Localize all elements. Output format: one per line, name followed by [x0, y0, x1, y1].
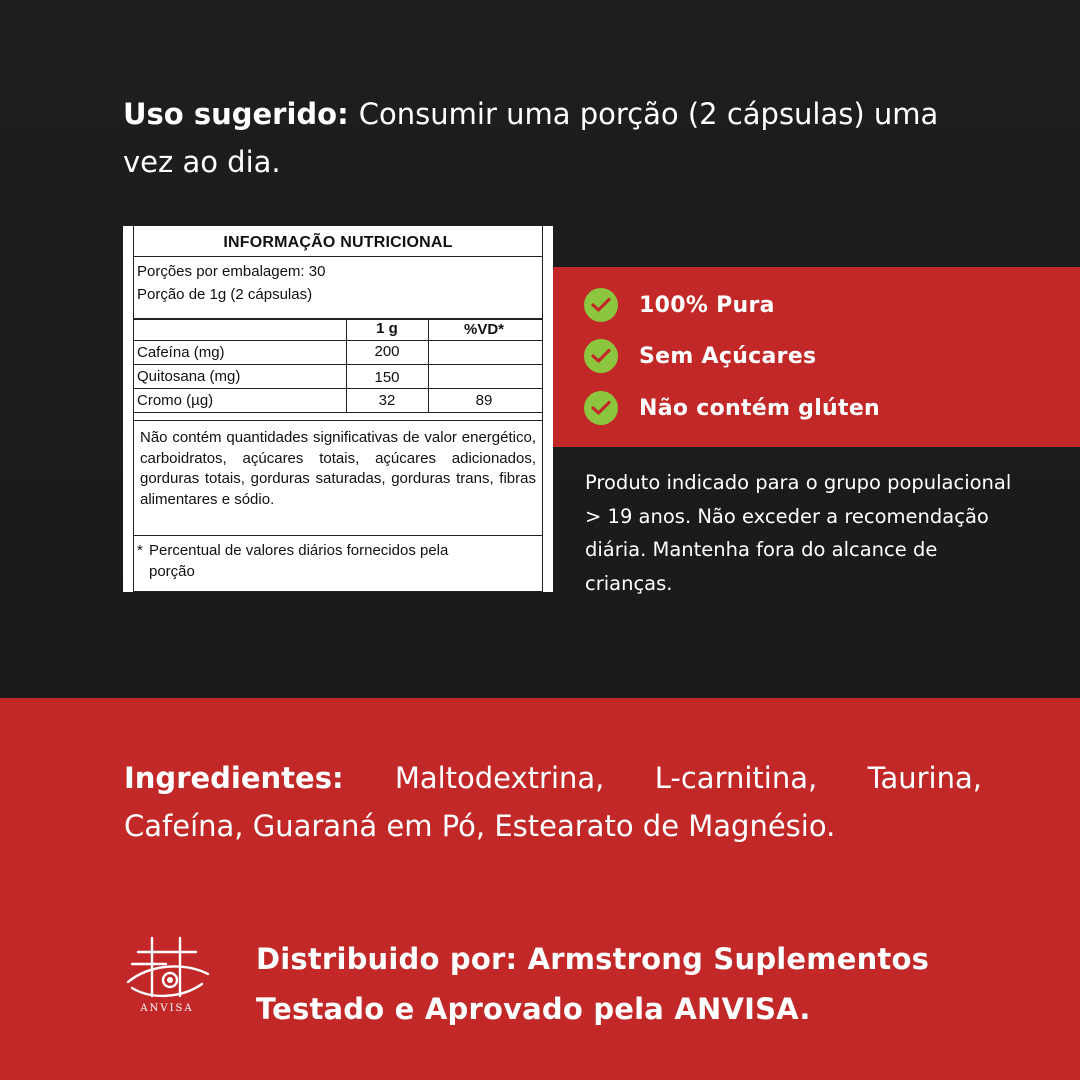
nutrient-amount: 32 — [378, 392, 396, 409]
suggested-use-text: Consumir uma porção (2 cápsulas) uma vez ao dia. — [123, 97, 939, 179]
feature-label: 100% Pura — [639, 292, 775, 318]
servings-per-pack: Porções por embalagem: 30 — [137, 263, 326, 280]
approval-line: Testado e Aprovado pela ANVISA. — [256, 992, 811, 1026]
nutrient-amount: 150 — [374, 369, 400, 386]
nutrition-note: Não contém quantidades significativas de valor energético, carboidratos, açúcares totais, açúcares adicionados, gorduras totais, gorduras saturadas, gorduras trans, fibras alimentares e sódio. — [140, 429, 536, 508]
footnote-line-2: porção — [149, 563, 195, 580]
age-notice: Produto indicado para o grupo populacional > 19 anos. Não exceder a recomendação diária. Mantenha fora do alcance de crianças. — [585, 471, 1012, 595]
ingredients-label: Ingredientes — [124, 761, 332, 795]
nutrition-footnote — [137, 540, 536, 582]
column-header-dv: %VD* — [463, 321, 504, 338]
suggested-use-separator: : — [337, 97, 359, 131]
column-header-amount: 1 g — [376, 320, 398, 337]
nutrition-table — [123, 226, 553, 592]
check-circle-icon — [584, 391, 618, 425]
nutrition-table-title: INFORMAÇÃO NUTRICIONAL — [223, 234, 453, 251]
ingredients — [124, 754, 982, 850]
feature-item — [584, 339, 816, 373]
nutrient-amount: 200 — [374, 343, 400, 360]
nutrition-table-frame — [133, 226, 543, 592]
nutrient-dv: 89 — [475, 392, 493, 409]
feature-label: Sem Açúcares — [639, 343, 817, 369]
nutrient-grid — [134, 318, 542, 412]
feature-item — [584, 288, 775, 322]
nutrient-name: Quitosana (mg) — [137, 368, 241, 385]
suggested-use — [123, 90, 983, 186]
footnote-star: * — [137, 542, 143, 559]
nutrition-title-rule — [134, 256, 542, 257]
nutrient-name: Cromo (µg) — [137, 392, 214, 409]
features-band — [553, 267, 1080, 447]
distribution-info — [256, 934, 929, 1034]
feature-item — [584, 391, 880, 425]
footnote-line-1: Percentual de valores diários fornecidos pela — [149, 542, 449, 559]
anvisa-logo-text: ANVISA — [140, 1003, 194, 1014]
check-circle-icon — [584, 339, 618, 373]
distributor-line: Distribuido por: Armstrong Suplementos — [256, 942, 930, 976]
feature-label: Não contém glúten — [639, 395, 881, 421]
ingredients-separator: : — [331, 761, 395, 795]
nutrient-name: Cafeína (mg) — [137, 344, 225, 361]
ingredients-text: Maltodextrina, L-carnitina, Taurina, Cafeína, Guaraná em Pó, Estearato de Magnésio. — [124, 761, 982, 843]
suggested-use-label: Uso sugerido — [123, 97, 338, 131]
check-circle-icon — [584, 288, 618, 322]
serving-size: Porção de 1g (2 cápsulas) — [137, 286, 313, 303]
